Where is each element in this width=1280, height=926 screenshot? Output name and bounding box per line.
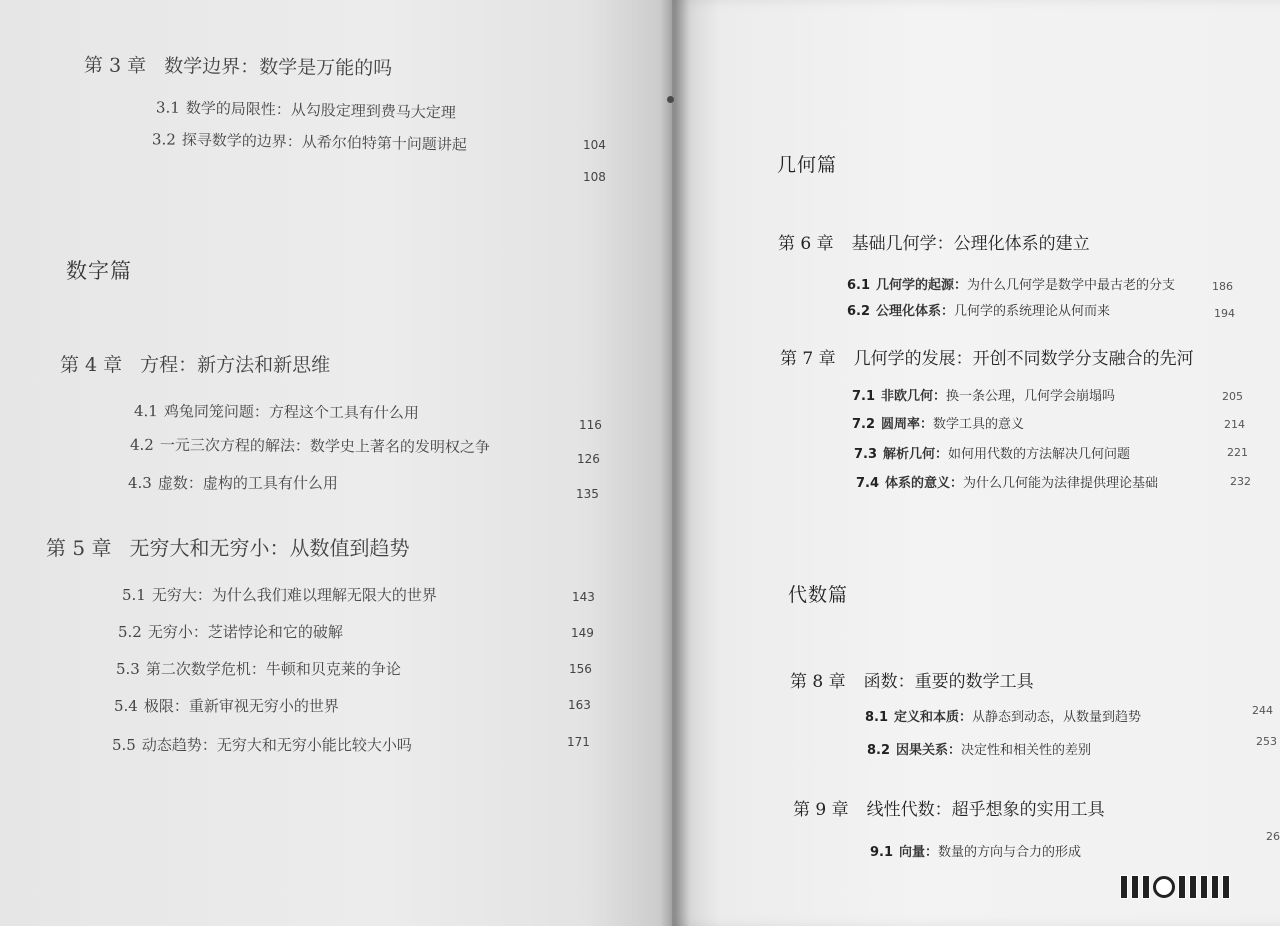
section-title: 无穷小：芝诺悖论和它的破解 <box>147 623 343 641</box>
page-number: 149 <box>571 626 594 640</box>
part-title-algebra: 代数篇 <box>788 584 849 606</box>
page-number: 108 <box>583 170 606 184</box>
section-title: 数学工具的意义 <box>933 417 1025 432</box>
page-number: 171 <box>567 735 590 749</box>
section-keyword: 圆周率： <box>881 417 934 432</box>
chapter-5-heading <box>46 532 409 561</box>
watermark-bar <box>1222 875 1230 899</box>
section-title: 为什么几何学是数学中最古老的分支 <box>967 278 1176 293</box>
watermark-bar <box>1131 875 1139 899</box>
part-title-numbers: 数字篇 <box>66 259 132 283</box>
section-number: 7.3 <box>854 447 878 462</box>
section-keyword: 解析几何： <box>883 447 949 462</box>
section-keyword: 公理化体系： <box>876 304 955 319</box>
section-number: 7.4 <box>856 476 880 491</box>
section-title: 虚数：虚构的工具有什么用 <box>157 474 338 492</box>
chapter-title: 函数：重要的数学工具 <box>863 672 1034 692</box>
page-number: 126 <box>577 452 600 466</box>
section-title: 一元三次方程的解法：数学史上著名的发明权之争 <box>159 435 490 457</box>
toc-entry <box>114 695 339 716</box>
section-keyword: 定义和本质： <box>894 710 973 725</box>
toc-entry <box>118 621 343 642</box>
section-title: 换一条公理，几何学会崩塌吗 <box>946 389 1116 404</box>
toc-entry <box>116 658 401 679</box>
section-number: 5.4 <box>114 697 138 715</box>
section-number: 4.1 <box>133 402 158 421</box>
toc-entry <box>847 300 1110 319</box>
watermark-bar <box>1178 875 1186 899</box>
section-keyword: 几何学的起源： <box>876 278 968 293</box>
section-title: 从静态到动态，从数量到趋势 <box>972 710 1142 725</box>
page-number: 232 <box>1230 475 1251 488</box>
toc-entry <box>847 274 1175 293</box>
toc-entry <box>852 385 1115 404</box>
section-title: 鸡兔同笼问题：方程这个工具有什么用 <box>163 402 419 422</box>
binding-dot <box>667 96 674 103</box>
book-spine-shadow <box>660 0 690 926</box>
section-title: 无穷大：为什么我们难以理解无限大的世界 <box>151 586 437 604</box>
section-title: 数量的方向与合力的形成 <box>938 845 1082 860</box>
toc-entry <box>112 734 412 755</box>
section-keyword: 非欧几何： <box>881 389 947 404</box>
chapter-number: 第 3 章 <box>83 54 147 78</box>
toc-entry <box>128 472 338 493</box>
chapter-number: 第 8 章 <box>790 672 846 692</box>
chapter-title: 无穷大和无穷小：从数值到趋势 <box>129 536 410 560</box>
watermark-bar <box>1189 875 1197 899</box>
section-title: 极限：重新审视无穷小的世界 <box>143 697 339 715</box>
section-title: 探寻数学的边界：从希尔伯特第十问题讲起 <box>181 130 467 154</box>
watermark-bar <box>1120 875 1128 899</box>
chapter-6-heading <box>778 229 1090 254</box>
chapter-number: 第 5 章 <box>46 536 112 560</box>
part-title-geometry: 几何篇 <box>777 154 838 176</box>
chapter-number: 第 4 章 <box>60 354 123 376</box>
chapter-4-heading <box>60 350 330 377</box>
page-number: 205 <box>1222 390 1243 403</box>
watermark-bar <box>1211 875 1219 899</box>
page-number: 104 <box>583 138 606 152</box>
toc-entry <box>856 472 1158 491</box>
right-page <box>672 0 1280 926</box>
section-number: 4.2 <box>129 435 154 454</box>
page-number: 253 <box>1256 735 1277 748</box>
toc-entry <box>156 96 456 122</box>
chapter-7-heading <box>780 344 1194 369</box>
chapter-title: 几何学的发展：开创不同数学分支融合的先河 <box>853 349 1194 369</box>
watermark-bar <box>1200 875 1208 899</box>
watermark-circle <box>1153 876 1175 898</box>
chapter-3-heading <box>84 50 392 80</box>
section-number: 4.3 <box>128 474 152 492</box>
toc-entry <box>152 128 467 154</box>
toc-entry <box>130 434 490 458</box>
toc-entry <box>865 706 1141 725</box>
page-number: 116 <box>579 418 602 432</box>
section-number: 5.1 <box>122 586 146 604</box>
watermark-bar <box>1142 875 1150 899</box>
toc-entry <box>122 584 437 605</box>
section-title: 第二次数学危机：牛顿和贝克莱的争论 <box>145 660 401 678</box>
chapter-number: 第 6 章 <box>778 234 834 254</box>
page-number: 26 <box>1266 830 1280 843</box>
page-number: 135 <box>576 487 599 501</box>
section-keyword: 因果关系： <box>896 743 962 758</box>
page-number: 194 <box>1214 307 1235 320</box>
section-number: 8.2 <box>867 743 891 758</box>
section-number: 8.1 <box>865 710 889 725</box>
page-number: 163 <box>568 698 591 712</box>
section-number: 6.1 <box>847 278 871 293</box>
page-number: 156 <box>569 662 592 676</box>
section-keyword: 体系的意义： <box>885 476 964 491</box>
chapter-9-heading <box>793 795 1105 820</box>
page-number: 244 <box>1252 704 1273 717</box>
chapter-title: 方程：新方法和新思维 <box>140 354 331 376</box>
section-number: 3.1 <box>155 98 181 117</box>
page-number: 221 <box>1227 446 1248 459</box>
section-title: 几何学的系统理论从何而来 <box>954 304 1111 319</box>
section-title: 动态趋势：无穷大和无穷小能比较大小吗 <box>141 736 412 754</box>
chapter-title: 数学边界：数学是万能的吗 <box>164 55 393 80</box>
toc-entry <box>854 443 1130 462</box>
section-number: 9.1 <box>870 845 894 860</box>
section-keyword: 向量： <box>899 845 939 860</box>
section-title: 为什么几何能为法律提供理论基础 <box>963 476 1159 491</box>
page-number: 186 <box>1212 280 1233 293</box>
toc-entry <box>870 841 1081 860</box>
chapter-number: 第 9 章 <box>793 800 849 820</box>
page-number: 214 <box>1224 418 1245 431</box>
section-number: 3.2 <box>151 130 177 149</box>
chapter-8-heading <box>790 667 1034 692</box>
toc-entry <box>852 413 1024 432</box>
page-number: 143 <box>572 590 595 604</box>
chapter-title: 线性代数：超乎想象的实用工具 <box>866 800 1105 820</box>
section-number: 7.1 <box>852 389 876 404</box>
section-number: 7.2 <box>852 417 876 432</box>
toc-entry <box>867 739 1091 758</box>
chapter-number: 第 7 章 <box>780 349 836 369</box>
platform-watermark-icon <box>1120 868 1260 906</box>
toc-entry <box>134 400 419 423</box>
section-title: 数学的局限性：从勾股定理到费马大定理 <box>185 98 457 122</box>
chapter-title: 基础几何学：公理化体系的建立 <box>851 234 1090 254</box>
section-title: 如何用代数的方法解决几何问题 <box>948 447 1131 462</box>
section-title: 决定性和相关性的差别 <box>961 743 1092 758</box>
section-number: 5.5 <box>112 736 136 754</box>
section-number: 5.2 <box>118 623 142 641</box>
section-number: 5.3 <box>116 660 140 678</box>
section-number: 6.2 <box>847 304 871 319</box>
